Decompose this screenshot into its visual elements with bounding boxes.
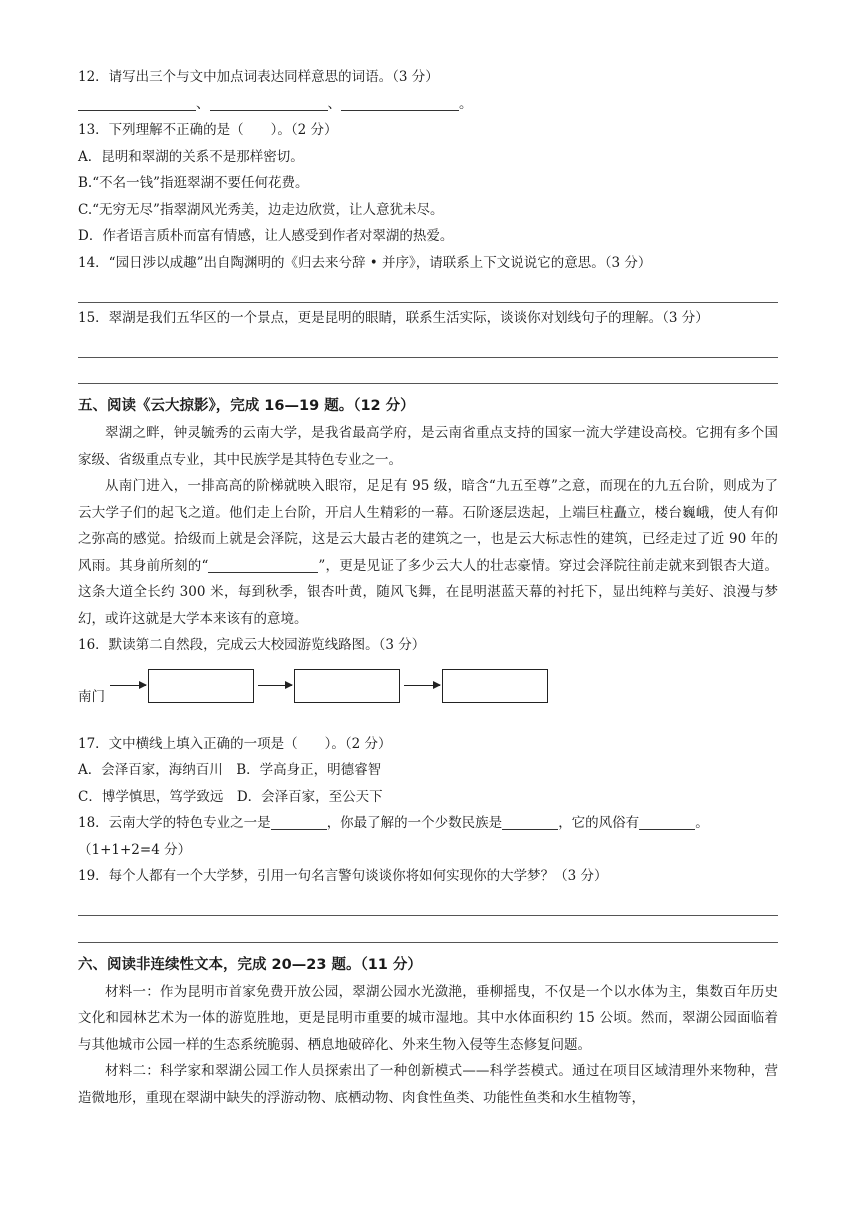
section-5-paragraph-2 xyxy=(78,473,778,632)
q17-fill-blank[interactable] xyxy=(208,557,318,573)
q17-options-row-2: C．博学慎思，笃学致远 D．会泽百家，至公天下 xyxy=(78,788,383,805)
q12-separator: 、 xyxy=(196,95,210,112)
question-13-stem: 13．下列理解不正确的是（ ）。（2 分） xyxy=(78,122,338,138)
question-19: 19．每个人都有一个大学梦，引用一句名言警句谈谈你将如何实现你的大学梦？（3 分） xyxy=(78,868,608,884)
route-stop-box-2[interactable] xyxy=(294,669,400,703)
question-12: 12．请写出三个与文中加点词表达同样意思的词语。（3 分） xyxy=(78,69,439,85)
q18-blank-2[interactable] xyxy=(502,814,558,830)
section-5-title: 五、阅读《云大掠影》，完成 16—19 题。（12 分） xyxy=(78,398,415,414)
q18-blank-1[interactable] xyxy=(271,814,327,830)
q19-answer-line-2[interactable] xyxy=(78,916,778,943)
material-1: 材料一：作为昆明市首家免费开放公园，翠湖公园水光潋滟，垂柳摇曳，不仅是一个以水体为主，集数百年历史文化和园林艺术为一体的游览胜地，更是昆明市重要的城市湿地。其中水体面积约 15 公顷。然而，翠湖公园面临着与其他城市公园一样的生态系统脆弱、栖息地破碎化、外来生物入侵等生态修复问题。 xyxy=(78,983,778,1053)
q12-separator: 、 xyxy=(327,95,341,112)
route-stop-box-1[interactable] xyxy=(148,669,254,703)
campus-route-diagram xyxy=(78,663,778,725)
q17-options-row-1: A．会泽百家，海纳百川 B．学高身正，明德睿智 xyxy=(78,762,382,778)
q19-answer-line-1[interactable] xyxy=(78,890,778,917)
q18-text: ，它的风俗有 xyxy=(558,815,640,831)
route-arrow-icon xyxy=(258,685,292,686)
question-14: 14．“园日涉以成趣”出自陶渊明的《归去来兮辞 • 并序》，请联系上下文说说它的意思。（3 分） xyxy=(78,254,652,271)
q12-blank-3[interactable] xyxy=(341,95,459,111)
q18-text: ，你最了解的一个少数民族是 xyxy=(326,815,503,831)
question-15: 15．翠湖是我们五华区的一个景点，更是昆明的眼睛，联系生活实际，谈谈你对划线句子的理解。（3 分） xyxy=(78,309,709,326)
q12-end-mark: 。 xyxy=(459,95,473,112)
q18-text: 18．云南大学的特色专业之一是 xyxy=(78,815,271,831)
q12-answer-blanks xyxy=(78,91,778,118)
q18-score: （1+1+2=4 分） xyxy=(78,841,192,858)
p2-text-before-blank: 从南门进入，一排高高的阶梯就映入眼帘，足足有 95 级，暗含“九五至尊”之意，而现在的九五台阶，则成为了云大学子们的起飞之道。他们走上台阶，开启人生精彩的一幕。石阶逐层迭起，上端巨柱矗立，楼台巍峨，使人有仰之弥高的感觉。拾级而上就是会泽院，这是云大最古老的建筑之一，也是云大标志性的建筑，已经走过了近 90 年的风雨。其身前所刻的“ xyxy=(78,478,778,574)
route-start-label: 南门 xyxy=(78,688,105,705)
q14-answer-line[interactable] xyxy=(78,276,778,303)
route-arrow-icon xyxy=(404,685,440,686)
question-16: 16．默读第二自然段，完成云大校园游览线路图。（3 分） xyxy=(78,637,426,653)
section-5-paragraph-1: 翠湖之畔，钟灵毓秀的云南大学，是我省最高学府，是云南省重点支持的国家一流大学建设高校。它拥有多个国家级、省级重点专业，其中民族学是其特色专业之一。 xyxy=(78,425,778,468)
q18-text: 。 xyxy=(695,815,709,831)
q12-blank-2[interactable] xyxy=(210,95,328,111)
q13-option-a: A．昆明和翠湖的关系不是那样密切。 xyxy=(78,148,304,165)
route-stop-box-3[interactable] xyxy=(442,669,548,703)
section-6-title: 六、阅读非连续性文本，完成 20—23 题。（11 分） xyxy=(78,956,422,973)
q12-blank-1[interactable] xyxy=(78,95,196,111)
question-18 xyxy=(78,810,778,837)
route-arrow-icon xyxy=(110,685,146,686)
q15-answer-line-2[interactable] xyxy=(78,358,778,385)
q13-option-d: D．作者语言质朴而富有情感，让人感受到作者对翠湖的热爱。 xyxy=(78,228,454,244)
question-17-stem: 17．文中横线上填入正确的一项是（ ）。（2 分） xyxy=(78,735,392,752)
exam-page xyxy=(78,64,778,1111)
q18-blank-3[interactable] xyxy=(639,814,695,830)
q15-answer-line-1[interactable] xyxy=(78,331,778,358)
q13-option-b: B.“不名一钱”指逛翠湖不要任何花费。 xyxy=(78,175,309,191)
material-2: 材料二：科学家和翠湖公园工作人员探索出了一种创新模式——科学荟模式。通过在项目区域清理外来物种，营造微地形，重现在翠湖中缺失的浮游动物、底栖动物、肉食性鱼类、功能性鱼类和水生植物等， xyxy=(78,1063,778,1106)
q13-option-c: C.“无穷无尽”指翠湖风光秀美，边走边欣赏，让人意犹未尽。 xyxy=(78,201,444,218)
p2-text-after-blank: ”，更是见证了多少云大人的壮志豪情。穿过会泽院往前走就来到银杏大道。这条大道全长约 300 米，每到秋季，银杏叶黄，随风飞舞，在昆明湛蓝天幕的衬托下，显出纯粹与美好、浪漫与梦幻，或许这就是大学本来该有的意境。 xyxy=(78,557,778,627)
